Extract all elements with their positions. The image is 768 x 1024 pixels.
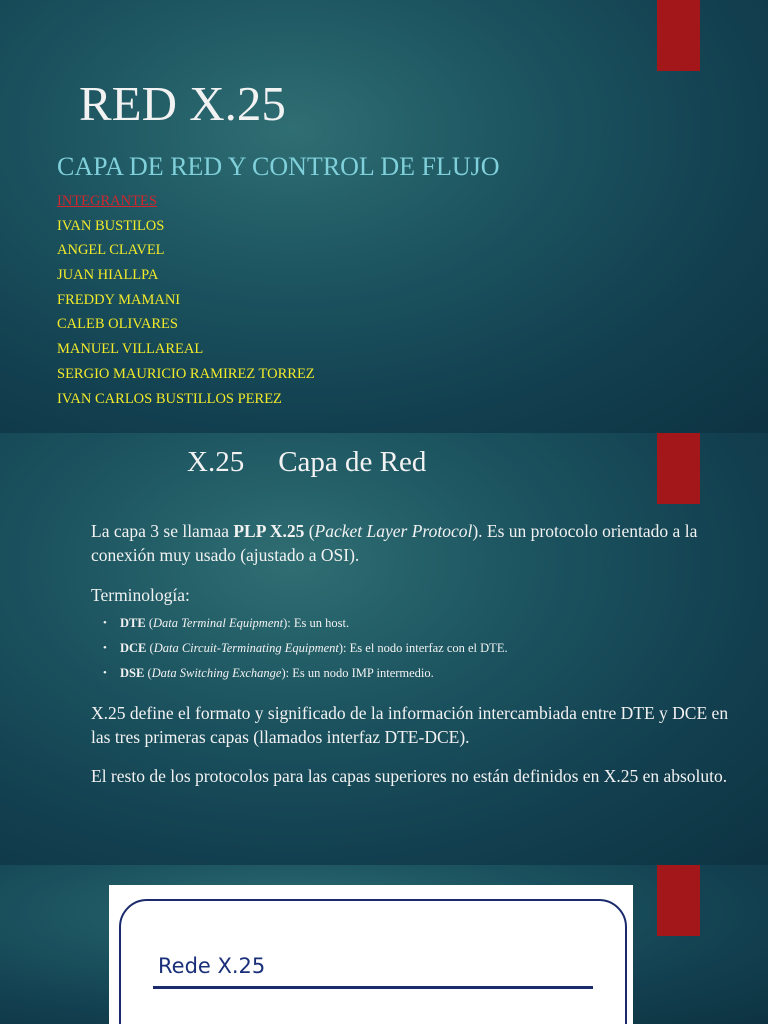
member-item: JUAN HIALLPA <box>57 267 159 284</box>
paragraph-resto: El resto de los protocolos para las capas superiores no están definidos en X.25 en absoluto. <box>91 766 728 786</box>
member-item: IVAN BUSTILOS <box>57 217 165 234</box>
list-item <box>103 636 508 661</box>
term-full: Data Terminal Equipment <box>153 616 284 630</box>
terminology-label: Terminología: <box>91 585 190 605</box>
slide-subtitle: CAPA DE RED Y CONTROL DE FLUJO <box>57 152 500 181</box>
card-divider <box>153 986 593 989</box>
term-desc: ): Es un nodo IMP intermedio. <box>281 666 434 680</box>
card-title: Rede X.25 <box>158 954 266 978</box>
text-italic: Packet Layer Protocol <box>314 521 473 541</box>
accent-bar <box>657 0 700 71</box>
term-abbr: DCE <box>120 641 147 655</box>
paragraph-interfaz: X.25 define el formato y significado de la información intercambiada entre DTE y DCE en las tres primeras capas (llamados interfaz DTE-DCE). <box>91 703 729 747</box>
slide-title-heading: RED X.25 <box>79 76 286 131</box>
term-full: Data Circuit-Terminating Equipment <box>153 641 339 655</box>
member-item: MANUEL VILLAREAL <box>57 341 204 358</box>
heading-x25: X.25 <box>187 446 245 478</box>
text-run: ( <box>144 666 152 680</box>
text-bold: PLP X.25 <box>233 521 305 541</box>
member-item: SERGIO MAURICIO RAMIREZ TORREZ <box>57 365 315 382</box>
slide-title <box>0 0 768 433</box>
slide-capa-de-red <box>0 433 768 865</box>
slide-heading <box>187 446 426 479</box>
bullet-icon: • <box>103 617 107 629</box>
text-run: ( <box>145 616 153 630</box>
bullet-icon: • <box>103 667 107 679</box>
term-abbr: DSE <box>120 666 145 680</box>
list-item <box>103 661 508 686</box>
term-abbr: DTE <box>120 616 146 630</box>
text-run: ( <box>146 641 154 655</box>
members-list <box>57 189 315 411</box>
slide-rede-x25 <box>0 865 768 1024</box>
paragraph-plp <box>91 519 731 567</box>
bullet-icon: • <box>103 642 107 654</box>
list-item <box>103 611 508 636</box>
member-item: FREDDY MAMANI <box>57 291 181 308</box>
members-heading: INTEGRANTES <box>57 193 157 209</box>
member-item: ANGEL CLAVEL <box>57 242 165 259</box>
text-run: La capa 3 se llamaa <box>91 521 234 541</box>
term-desc: ): Es el nodo interfaz con el DTE. <box>338 641 508 655</box>
terminology-list <box>103 611 508 686</box>
heading-capa-de-red: Capa de Red <box>278 446 427 478</box>
accent-bar <box>657 865 700 936</box>
term-desc: ): Es un host. <box>283 616 350 630</box>
accent-bar <box>657 433 700 504</box>
member-item: IVAN CARLOS BUSTILLOS PEREZ <box>57 390 282 407</box>
member-item: CALEB OLIVARES <box>57 316 178 333</box>
term-full: Data Switching Exchange <box>151 666 282 680</box>
text-run: ). Es un protocolo orientado a la conexión muy usado (ajustado a OSI). <box>91 521 698 565</box>
image-card <box>109 885 633 1024</box>
text-run: ( <box>304 521 315 541</box>
